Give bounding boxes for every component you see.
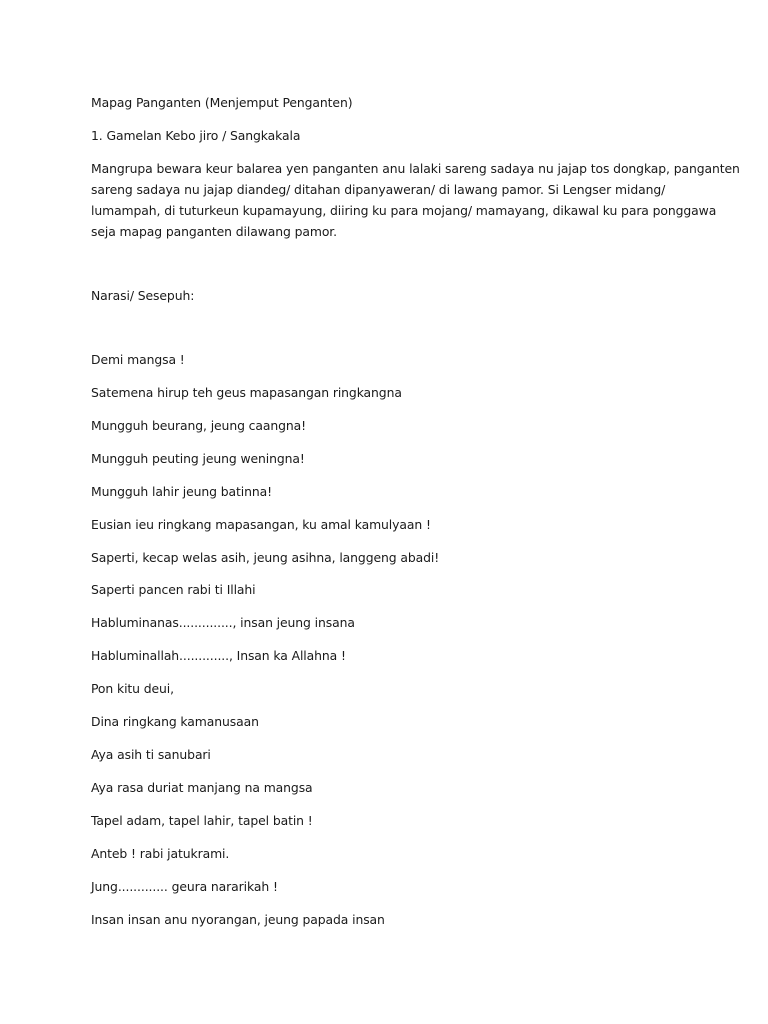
verse-line: Habluminanas.............., insan jeung insana [91, 615, 355, 630]
verse-line: Anteb ! rabi jatukrami. [91, 846, 230, 861]
intro-line: seja mapag panganten dilawang pamor. [91, 224, 338, 239]
verse-line: Saperti pancen rabi ti Illahi [91, 582, 256, 597]
verse-line: Dina ringkang kamanusaan [91, 714, 259, 729]
verse-line: Tapel adam, tapel lahir, tapel batin ! [91, 813, 313, 828]
intro-line: lumampah, di tuturkeun kupamayung, diiring ku para mojang/ mamayang, dikawal ku para ponggawa [91, 203, 717, 218]
verse-line: Mungguh beurang, jeung caangna! [91, 418, 307, 433]
verse-line: Aya asih ti sanubari [91, 747, 211, 762]
intro-line: Mangrupa bewara keur balarea yen panganten anu lalaki sareng sadaya nu jajap tos dongkap, panganten [91, 161, 740, 176]
verse-line: Jung............. geura nararikah ! [91, 879, 278, 894]
verse-line: Demi mangsa ! [91, 352, 185, 367]
verse-line: Eusian ieu ringkang mapasangan, ku amal kamulyaan ! [91, 517, 431, 532]
verse-line: Mungguh peuting jeung weningna! [91, 451, 305, 466]
intro-line: sareng sadaya nu jajap diandeg/ ditahan dipanyaweran/ di lawang pamor. Si Lengser midang/ [91, 182, 666, 197]
narrator-label: Narasi/ Sesepuh: [91, 288, 195, 303]
section-heading: 1. Gamelan Kebo jiro / Sangkakala [91, 128, 301, 143]
document-title: Mapag Panganten (Menjemput Penganten) [91, 95, 353, 110]
verse-line: Habluminallah............., Insan ka Allahna ! [91, 648, 346, 663]
verse-line: Mungguh lahir jeung batinna! [91, 484, 272, 499]
verse-line: Pon kitu deui, [91, 681, 174, 696]
verse-line: Insan insan anu nyorangan, jeung papada insan [91, 912, 385, 927]
intro-paragraph [91, 158, 740, 242]
verse-line: Saperti, kecap welas asih, jeung asihna, langgeng abadi! [91, 550, 440, 565]
verse-line: Aya rasa duriat manjang na mangsa [91, 780, 313, 795]
verse-line: Satemena hirup teh geus mapasangan ringkangna [91, 385, 402, 400]
